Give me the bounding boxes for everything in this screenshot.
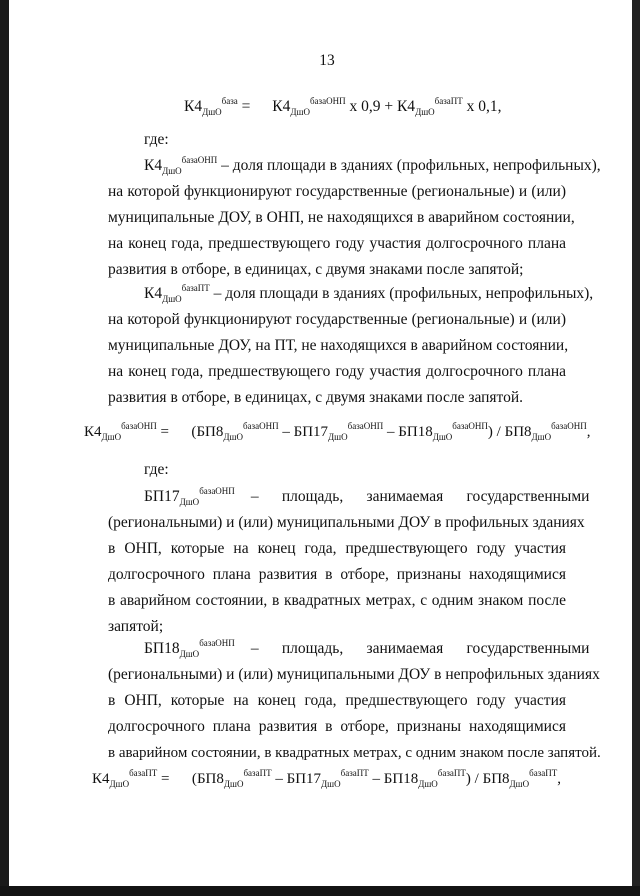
definition-text: – площадь, занимаемая государственными — [250, 488, 590, 505]
formula-operator: – — [383, 424, 399, 440]
formula-k4-base — [184, 98, 502, 116]
formula-symbol: БП17 — [293, 424, 329, 440]
definition-subscript: ДшО — [179, 497, 200, 507]
formula-symbol: К4 — [84, 424, 102, 440]
formula-superscript: база — [221, 96, 238, 106]
formula-operator: – — [271, 771, 287, 787]
definition-k4-pt-line-3: муниципальные ДОУ, на ПТ, не находящихся в аварийном состоянии, — [108, 337, 569, 354]
definition-superscript: базаОНП — [199, 638, 235, 648]
formula-symbol: БП8 — [482, 771, 510, 787]
definition-k4-pt-line-5: развития в отборе, в единицах, с двумя знаками после запятой. — [108, 389, 524, 406]
definition-k4-onp-line-2: на которой функционируют государственные (региональные) и (или) — [108, 183, 566, 200]
formula-operator: , — [557, 771, 561, 787]
where-label: где: — [144, 131, 169, 148]
formula-subscript: ДшО — [290, 107, 310, 117]
definition-bp18-line-2: (региональными) и (или) муниципальными ДОУ в непрофильных зданиях — [108, 666, 600, 683]
definition-superscript: базаПТ — [181, 283, 210, 293]
formula-superscript: базаОНП — [452, 421, 488, 431]
formula-operator: , — [586, 424, 591, 440]
definition-bp17-line-5: в аварийном состоянии, в квадратных метрах, с одним знаком после — [108, 592, 566, 609]
formula-symbol: БП8 — [196, 771, 224, 787]
definition-k4-onp-line-3: муниципальные ДОУ, в ОНП, не находящихся в аварийном состоянии, — [108, 209, 575, 226]
definition-bp17-line-2: (региональными) и (или) муниципальными ДОУ в профильных зданиях — [108, 514, 585, 531]
formula-superscript: базаОНП — [242, 421, 279, 431]
formula-symbol: БП17 — [286, 771, 322, 787]
definition-text: – доля площади в зданиях (профильных, непрофильных), — [217, 157, 601, 174]
formula-k4-pt — [92, 770, 561, 788]
formula-symbol: БП8 — [196, 424, 224, 440]
definition-bp18-line-3: в ОНП, которые на конец года, предшествующего году участия — [108, 692, 566, 709]
formula-subscript: ДшО — [415, 107, 435, 117]
formula-symbol: БП18 — [383, 771, 419, 787]
page-number: 13 — [319, 52, 335, 69]
definition-k4-pt-line-2: на которой функционируют государственные (региональные) и (или) — [108, 311, 566, 328]
formula-superscript: базаОНП — [121, 421, 157, 431]
formula-superscript: базаПТ — [243, 768, 272, 778]
formula-subscript: ДшО — [321, 779, 341, 789]
formula-symbol: К4 — [92, 771, 110, 787]
definition-superscript: базаОНП — [199, 486, 235, 496]
formula-symbol: К4 — [184, 98, 203, 115]
formula-superscript: базаОНП — [551, 421, 587, 431]
definition-subscript: ДшО — [162, 294, 182, 304]
formula-symbol: К4 — [272, 98, 291, 115]
formula-symbol: БП8 — [504, 424, 532, 440]
formula-subscript: ДшО — [328, 432, 348, 442]
definition-bp18-line-1 — [144, 638, 590, 659]
formula-subscript: ДшО — [418, 779, 438, 789]
definition-text: – площадь, занимаемая государственными — [250, 640, 590, 657]
definition-subscript: ДшО — [162, 166, 182, 176]
formula-superscript: базаПТ — [340, 768, 369, 778]
formula-symbol: БП18 — [398, 424, 433, 440]
formula-subscript: ДшО — [101, 432, 122, 442]
definition-k4-onp-line-4: на конец года, предшествующего году участия долгосрочного плана — [108, 235, 566, 252]
definition-k4-onp-line-1 — [144, 155, 601, 176]
where-label: где: — [144, 461, 169, 478]
definition-symbol: БП17 — [144, 488, 180, 505]
definition-bp17-line-4: долгосрочного плана развития в отборе, признаны находящимися — [108, 566, 566, 583]
formula-operator: = — [237, 98, 255, 115]
formula-symbol: К4 — [396, 98, 416, 115]
formula-operator: х 0,1, — [462, 98, 502, 115]
formula-subscript: ДшО — [223, 779, 244, 789]
formula-k4-onp — [84, 423, 590, 441]
definition-bp17-line-6: запятой; — [108, 618, 164, 635]
formula-operator: = ( — [157, 771, 197, 787]
definition-subscript: ДшО — [179, 649, 200, 659]
definition-symbol: БП18 — [144, 640, 180, 657]
formula-operator: ) / — [465, 771, 483, 787]
definition-bp18-line-4: долгосрочного плана развития в отборе, признаны находящимися — [108, 718, 566, 735]
formula-operator: х 0,9 + — [345, 98, 397, 115]
formula-subscript: ДшО — [223, 432, 243, 442]
formula-subscript: ДшО — [509, 779, 530, 789]
formula-operator: – — [278, 424, 294, 440]
definition-bp17-line-1 — [144, 486, 590, 507]
definition-text: – доля площади в зданиях (профильных, непрофильных), — [209, 285, 594, 302]
definition-symbol: К4 — [144, 285, 163, 302]
formula-superscript: базаПТ — [529, 768, 558, 778]
formula-operator: ) / — [487, 424, 505, 440]
formula-superscript: базаПТ — [437, 768, 466, 778]
formula-subscript: ДшО — [531, 432, 552, 442]
formula-subscript: ДшО — [109, 779, 130, 789]
formula-superscript: базаОНП — [309, 96, 346, 106]
formula-superscript: базаОНП — [347, 421, 384, 431]
definition-k4-onp-line-5: развития в отборе, в единицах, с двумя знаками после запятой; — [108, 261, 524, 278]
formula-superscript: базаПТ — [434, 96, 463, 106]
definition-symbol: К4 — [144, 157, 163, 174]
formula-subscript: ДшО — [202, 107, 222, 117]
formula-subscript: ДшО — [432, 432, 453, 442]
definition-bp18-line-5: в аварийном состоянии, в квадратных метрах, с одним знаком после запятой. — [108, 745, 601, 761]
definition-superscript: базаОНП — [181, 155, 218, 165]
formula-operator: – — [368, 771, 384, 787]
formula-superscript: базаПТ — [129, 768, 158, 778]
definition-k4-pt-line-4: на конец года, предшествующего году участия долгосрочного плана — [108, 363, 566, 380]
definition-k4-pt-line-1 — [144, 283, 594, 304]
formula-operator: = ( — [156, 424, 197, 440]
definition-bp17-line-3: в ОНП, которые на конец года, предшествующего году участия — [108, 540, 566, 557]
